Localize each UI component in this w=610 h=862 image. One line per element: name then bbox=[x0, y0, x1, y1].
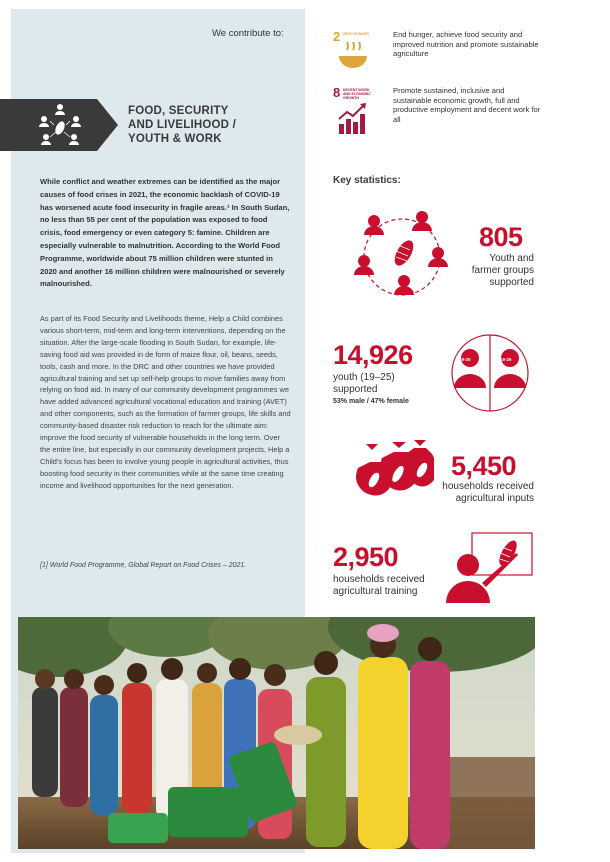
sdg-row-zero-hunger bbox=[333, 30, 543, 82]
sdg-number: 2 bbox=[333, 29, 341, 44]
agricultural-training-icon bbox=[444, 531, 536, 603]
stat-youth-value: 14,926 bbox=[333, 340, 413, 370]
stat-groups-label bbox=[440, 253, 534, 289]
stat-inputs-label bbox=[414, 481, 534, 505]
community-network-icon bbox=[36, 101, 84, 149]
sdg-2-tile bbox=[333, 30, 373, 82]
body-paragraph: As part of its Food Security and Livelihoods theme, Help a Child combines various short-term, mid-term and long-term interventions, depending on the situation. After the large-scale flooding in South Sudan, for example, life-saving food aid was provided in de form of maize flour, oil, beans, seeds, tools, cash and more. In the DRC and other countries we have provided agricultural training and set up self-help groups to move families away from relying on food aid. In many of our community development programmes we have added advanced agricultural vocational education and training (AVET) and other components, such as the formation of farmer groups, life skills and community-based disaster risk reduction to reach for the ultimate aim: improve the food security of vulnerable households in the long term. Over the entire line, but especially in our community development projects, Help a Child’s focus has been to involve young people in agricultural activities, thus boosting food security in their communities while at the same time creating income and livelihood opportunities for the next generation. bbox=[40, 314, 291, 490]
stat-training-label bbox=[333, 574, 425, 598]
sdg-row-decent-work bbox=[333, 86, 543, 138]
stat-youth-gender-split: 53% male / 47% female bbox=[333, 398, 409, 405]
stat-label-line: Youth and bbox=[489, 253, 534, 264]
farmer-groups-icon bbox=[352, 205, 452, 303]
sdg-8-tile bbox=[333, 86, 373, 138]
stat-label-line: agricultural training bbox=[333, 586, 418, 597]
stat-label-line: supported bbox=[489, 277, 534, 288]
youth-age-label-left: 19-25 bbox=[459, 357, 471, 362]
stat-label-line: households received bbox=[442, 481, 534, 492]
contribute-label: We contribute to: bbox=[212, 28, 284, 39]
stat-label-line: youth (19–25) bbox=[333, 372, 395, 383]
youth-age-label-right: 19-25 bbox=[500, 357, 512, 362]
stat-label-line: agricultural inputs bbox=[455, 493, 534, 504]
sdg-title: ZERO HUNGER bbox=[343, 32, 369, 36]
section-title-line: YOUTH & WORK bbox=[128, 133, 222, 145]
stat-label-line: farmer groups bbox=[471, 265, 534, 276]
growth-chart-icon bbox=[333, 86, 373, 138]
sdg-title: DECENT WORK AND ECONOMIC GROWTH bbox=[343, 88, 371, 100]
women-farmers-photo bbox=[18, 617, 535, 849]
stat-label-line: households received bbox=[333, 574, 425, 585]
stat-training-value: 2,950 bbox=[333, 542, 399, 572]
footnote: [1] World Food Programme, Global Report on Food Crises – 2021. bbox=[40, 562, 247, 569]
stat-groups-value: 805 bbox=[479, 222, 523, 252]
key-statistics-heading: Key statistics: bbox=[333, 175, 401, 186]
food-bowl-icon bbox=[333, 30, 373, 82]
stat-label-line: supported bbox=[333, 384, 378, 395]
sdg-description: End hunger, achieve food security and improved nutrition and promote sustainable agriculture bbox=[393, 30, 539, 58]
stat-youth-label bbox=[333, 372, 395, 396]
intro-paragraph: While conflict and weather extremes can be identified as the major causes of food crises in 2021, the economic backlash of COVID-19 has worsened acute food insecurity in fragile areas.¹ In South Sudan, no less than 55 per cent of the population was exposed to food crisis, food emergency or even category 5: famine. Children are especially vulnerable to malnutrition. According to the World Food Programme, worldwide about 75 million children were stunted in 2020 and another 16 million children were malnourished or severely malnourished. bbox=[40, 177, 290, 289]
section-title bbox=[128, 104, 278, 146]
section-title-line: FOOD, SECURITY bbox=[128, 105, 229, 117]
sdg-description: Promote sustained, inclusive and sustainable economic growth, full and productive employment and decent work for all bbox=[393, 86, 541, 124]
section-title-line: AND LIVELIHOOD / bbox=[128, 119, 236, 131]
youth-icon bbox=[440, 332, 540, 414]
stat-inputs-value: 5,450 bbox=[451, 451, 517, 481]
sdg-number: 8 bbox=[333, 85, 341, 100]
